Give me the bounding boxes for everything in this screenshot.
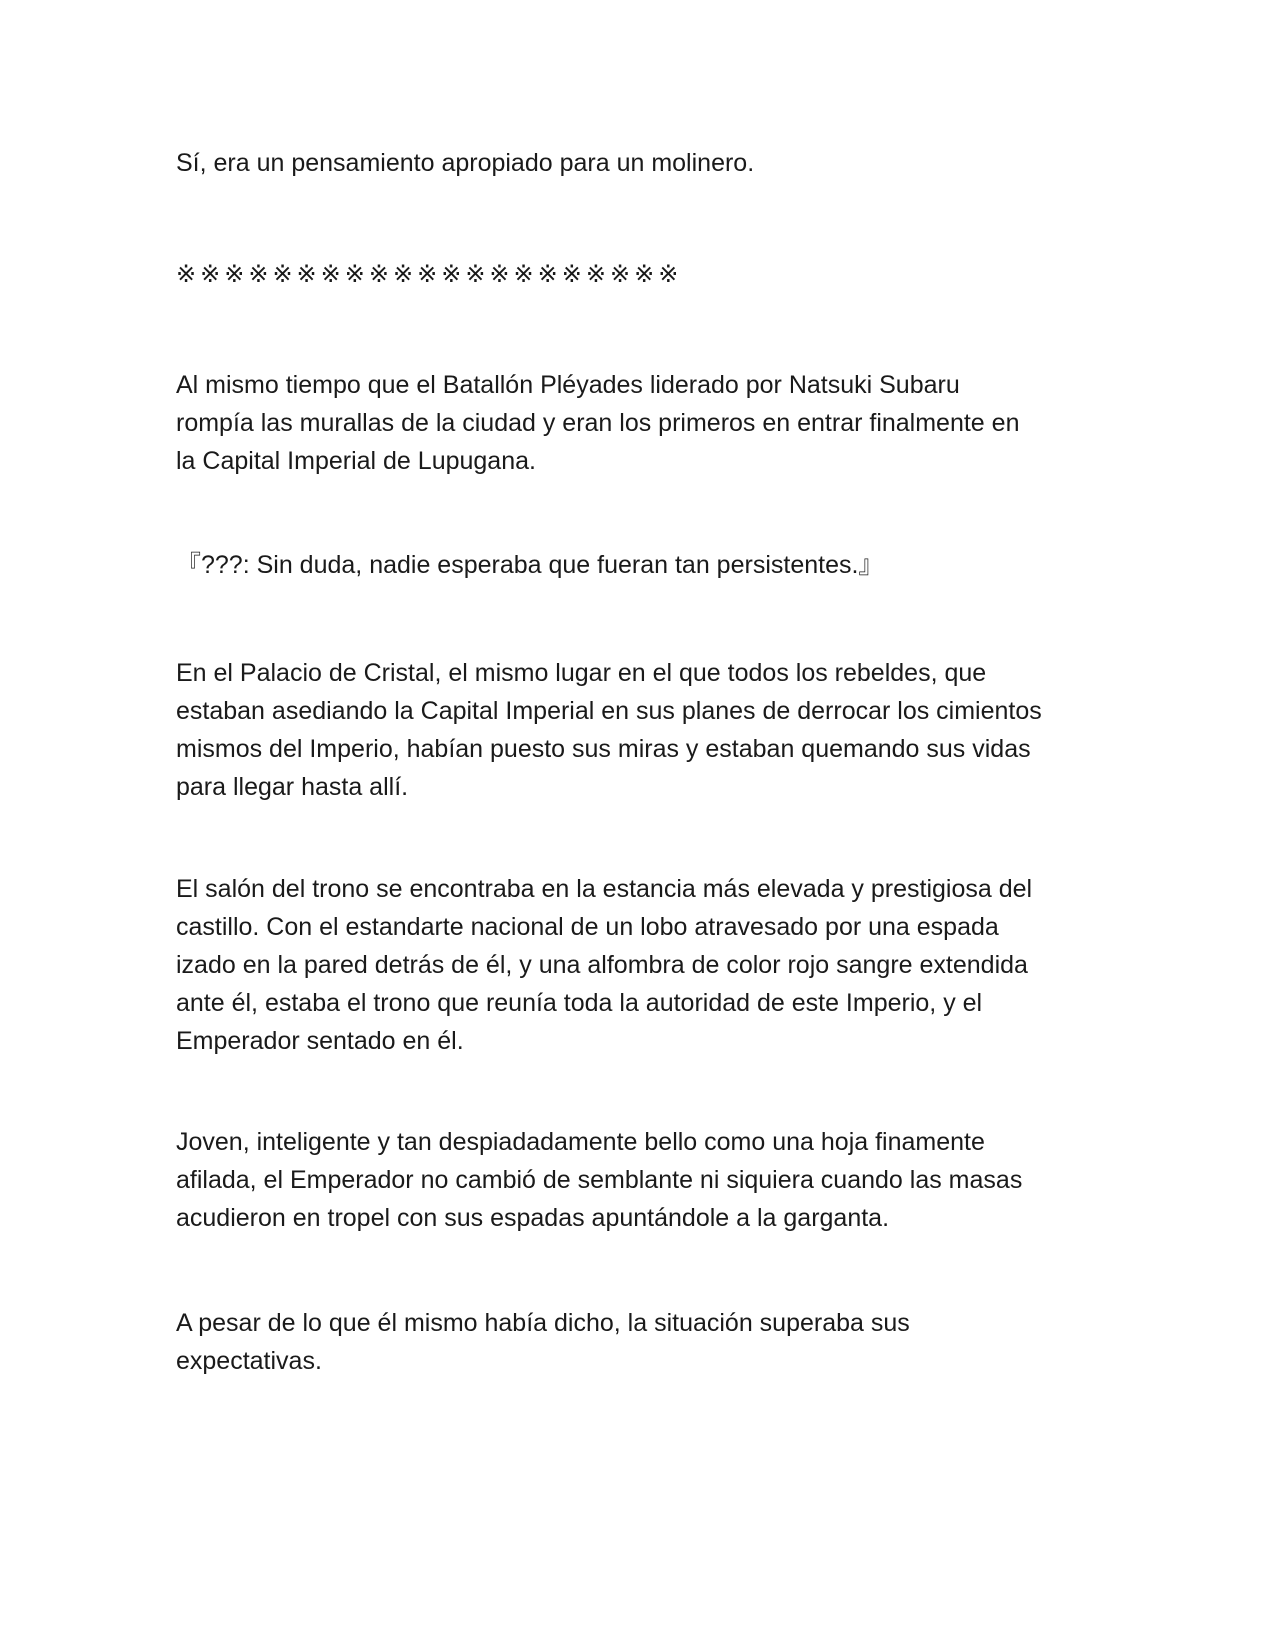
text-line: En el Palacio de Cristal, el mismo lugar en el que todos los rebeldes, que [176,659,987,687]
text-line: rompía las murallas de la ciudad y eran los primeros en entrar finalmente en [176,409,1020,437]
paragraph-7 [176,1304,1096,1380]
text-line: estaban asediando la Capital Imperial en sus planes de derrocar los cimientos [176,697,1042,725]
text-line: ante él, estaba el trono que reunía toda la autoridad de este Imperio, y el [176,989,983,1017]
text-line: El salón del trono se encontraba en la estancia más elevada y prestigiosa del [176,875,1033,903]
text-line: A pesar de lo que él mismo había dicho, la situación superaba sus [176,1309,910,1337]
paragraph-6 [176,1123,1096,1237]
text-line: 『???: Sin duda, nadie esperaba que fueran tan persistentes.』 [176,551,884,579]
text-line: para llegar hasta allí. [176,773,409,801]
paragraph-1 [176,144,1096,182]
paragraph-2 [176,366,1096,480]
text-line: expectativas. [176,1347,322,1375]
text-line: Joven, inteligente y tan despiadadamente bello como una hoja finamente [176,1128,985,1156]
text-line: la Capital Imperial de Lupugana. [176,447,536,475]
text-line: mismos del Imperio, habían puesto sus miras y estaban quemando sus vidas [176,735,1031,763]
text-line: castillo. Con el estandarte nacional de un lobo atravesado por una espada [176,913,999,941]
dialogue-line [176,546,1096,584]
scene-separator [176,255,1096,293]
text-line: Al mismo tiempo que el Batallón Pléyades liderado por Natsuki Subaru [176,371,960,399]
paragraph-4 [176,654,1096,806]
text-line: afilada, el Emperador no cambió de semblante ni siquiera cuando las masas [176,1166,1023,1194]
text-line: izado en la pared detrás de él, y una alfombra de color rojo sangre extendida [176,951,1028,979]
text-line: acudieron en tropel con sus espadas apuntándole a la garganta. [176,1204,890,1232]
paragraph-5 [176,870,1096,1060]
text-line: Sí, era un pensamiento apropiado para un molinero. [176,149,755,177]
text-line: Emperador sentado en él. [176,1027,464,1055]
separator-marks: ※※※※※※※※※※※※※※※※※※※※※ [176,260,683,288]
